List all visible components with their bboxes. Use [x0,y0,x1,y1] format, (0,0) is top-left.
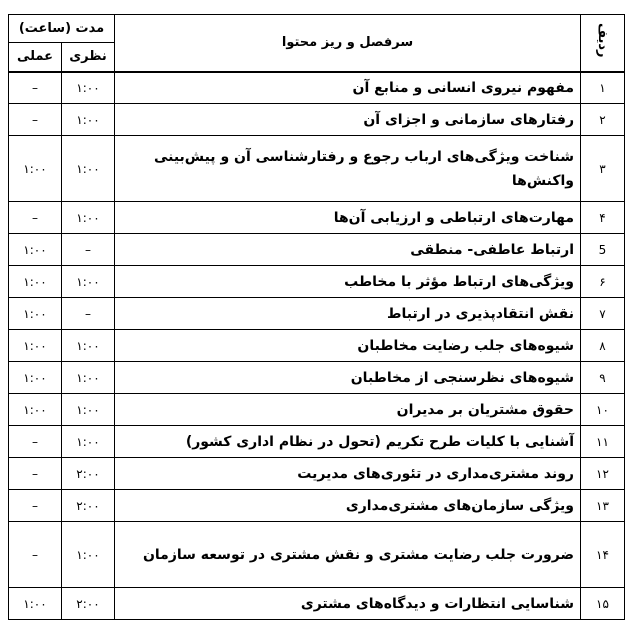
row-number: ۱ [581,72,625,104]
row-title: مهارت‌های ارتباطی و ارزیابی آن‌ها [115,202,581,234]
row-title: رفتارهای سازمانی و اجزای آن [115,104,581,136]
theory-header: نظری [62,43,115,72]
row-title: ویژگی سازمان‌های مشتری‌مداری [115,490,581,522]
theory-hours: ۱:۰۰ [62,72,115,104]
practical-hours: ۱:۰۰ [9,394,62,426]
practical-hours: ۱:۰۰ [9,362,62,394]
row-number: ۸ [581,330,625,362]
row-title: شیوه‌های نظرسنجی از مخاطبان [115,362,581,394]
practical-hours: – [9,458,62,490]
row-number: ۷ [581,298,625,330]
theory-hours: ۱:۰۰ [62,426,115,458]
row-title: شناخت ویژگی‌های ارباب رجوع و رفتارشناسی آن و پیش‌بینی واکنش‌ها [115,136,581,202]
practical-hours: ۱:۰۰ [9,588,62,620]
row-number: ۱۳ [581,490,625,522]
curriculum-table [8,14,625,620]
practical-hours: – [9,104,62,136]
row-title: روند مشتری‌مداری در تئوری‌های مدیریت [115,458,581,490]
row-title: مفهوم نیروی انسانی و منابع آن [115,72,581,104]
row-title: ضرورت جلب رضایت مشتری و نقش مشتری در توسعه سازمان [115,522,581,588]
practical-hours: ۱:۰۰ [9,136,62,202]
row-number: ۱۱ [581,426,625,458]
table-row [9,458,625,490]
table-row [9,394,625,426]
duration-header: مدت (ساعت) [9,15,115,43]
practical-hours: ۱:۰۰ [9,266,62,298]
row-number: ۱۰ [581,394,625,426]
theory-hours: ۲:۰۰ [62,458,115,490]
row-number-header: ردیف [581,15,625,72]
row-title: شیوه‌های جلب رضایت مخاطبان [115,330,581,362]
row-number: 5 [581,234,625,266]
title-header: سرفصل و ریز محتوا [115,15,581,72]
table-row [9,72,625,104]
theory-hours: – [62,298,115,330]
table-row [9,202,625,234]
theory-hours: ۱:۰۰ [62,362,115,394]
row-number: ۹ [581,362,625,394]
practical-hours: – [9,72,62,104]
practical-hours: – [9,426,62,458]
practical-hours: ۱:۰۰ [9,298,62,330]
theory-hours: ۱:۰۰ [62,202,115,234]
theory-hours: ۱:۰۰ [62,330,115,362]
row-number: ۱۴ [581,522,625,588]
theory-hours: ۲:۰۰ [62,490,115,522]
practical-header: عملی [9,43,62,72]
practical-hours: ۱:۰۰ [9,234,62,266]
table-row [9,298,625,330]
curriculum-table-container [8,14,625,620]
row-title: نقش انتقادپذیری در ارتباط [115,298,581,330]
theory-hours: ۱:۰۰ [62,266,115,298]
theory-hours: ۱:۰۰ [62,522,115,588]
table-row [9,490,625,522]
table-row [9,104,625,136]
row-number: ۴ [581,202,625,234]
row-number: ۶ [581,266,625,298]
theory-hours: – [62,234,115,266]
table-row [9,426,625,458]
theory-hours: ۱:۰۰ [62,136,115,202]
row-title: آشنایی با کلیات طرح تکریم (تحول در نظام اداری کشور) [115,426,581,458]
theory-hours: ۱:۰۰ [62,394,115,426]
row-number: ۳ [581,136,625,202]
table-row [9,266,625,298]
row-title: ویژگی‌های ارتباط مؤثر با مخاطب [115,266,581,298]
row-number: ۱۲ [581,458,625,490]
theory-hours: ۱:۰۰ [62,104,115,136]
practical-hours: – [9,490,62,522]
header-row-1 [9,15,625,43]
theory-hours: ۲:۰۰ [62,588,115,620]
table-row [9,136,625,202]
table-row [9,330,625,362]
table-row [9,588,625,620]
practical-hours: ۱:۰۰ [9,330,62,362]
table-row [9,362,625,394]
table-row [9,234,625,266]
row-title: شناسایی انتظارات و دیدگاه‌های مشتری [115,588,581,620]
row-title: ارتباط عاطفی- منطقی [115,234,581,266]
table-row [9,522,625,588]
row-number: ۱۵ [581,588,625,620]
practical-hours: – [9,202,62,234]
practical-hours: – [9,522,62,588]
row-number: ۲ [581,104,625,136]
row-title: حقوق مشتریان بر مدیران [115,394,581,426]
